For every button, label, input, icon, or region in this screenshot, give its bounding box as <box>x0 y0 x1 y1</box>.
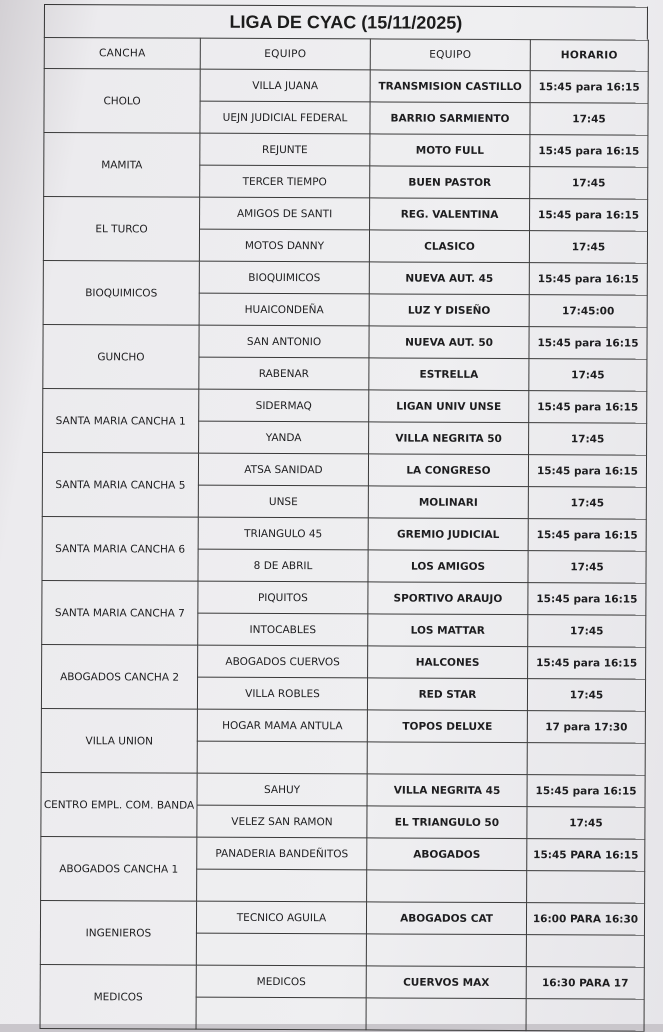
cancha-cell: GUNCHO <box>43 324 199 389</box>
equipo-local-cell: HUAICONDEÑA <box>199 293 369 326</box>
horario-cell: 17:45 <box>529 423 647 456</box>
cancha-cell: SANTA MARIA CANCHA 5 <box>42 452 198 517</box>
fixture-table <box>40 37 649 1032</box>
equipo-local-cell: ABOGADOS CUERVOS <box>198 645 368 678</box>
table-row <box>42 580 646 615</box>
equipo-visitante-cell: MOLINARI <box>368 486 528 519</box>
equipo-local-cell: ATSA SANIDAD <box>198 453 368 486</box>
horario-cell: 15:45 PARA 16:15 <box>527 839 645 872</box>
equipo-visitante-cell <box>367 870 527 903</box>
table-row <box>42 644 646 679</box>
header-equipo-local: EQUIPO <box>200 38 370 70</box>
equipo-local-cell: 8 DE ABRIL <box>198 549 368 582</box>
equipo-visitante-cell: SPORTIVO ARAUJO <box>368 582 528 615</box>
equipo-local-cell: TERCER TIEMPO <box>200 165 370 198</box>
cancha-cell: ABOGADOS CANCHA 2 <box>41 644 197 709</box>
cancha-cell: EL TURCO <box>43 197 199 262</box>
horario-cell: 15:45 para 16:15 <box>529 263 647 296</box>
table-row <box>43 260 647 295</box>
equipo-local-cell <box>196 997 366 1030</box>
horario-cell: 17:45 <box>527 679 645 712</box>
table-row <box>41 836 645 871</box>
equipo-visitante-cell: EL TRIANGULO 50 <box>367 806 527 839</box>
equipo-visitante-cell: RED STAR <box>367 678 527 711</box>
header-equipo-visitante: EQUIPO <box>370 39 530 71</box>
table-row <box>41 772 645 807</box>
header-horario: HORARIO <box>530 40 648 72</box>
equipo-local-cell: SAN ANTONIO <box>199 325 369 358</box>
equipo-local-cell: BIOQUIMICOS <box>199 261 369 294</box>
horario-cell: 15:45 para 16:15 <box>530 199 648 232</box>
equipo-local-cell: HOGAR MAMA ANTULA <box>197 709 367 742</box>
cancha-cell: CENTRO EMPL. COM. BANDA <box>41 772 197 837</box>
equipo-local-cell: PIQUITOS <box>198 581 368 614</box>
equipo-local-cell: VILLA ROBLES <box>197 677 367 710</box>
equipo-visitante-cell: ABOGADOS <box>367 838 527 871</box>
horario-cell: 15:45 para 16:15 <box>529 327 647 360</box>
horario-cell: 17:45 <box>528 551 646 584</box>
table-row <box>44 133 648 168</box>
equipo-visitante-cell: NUEVA AUT. 45 <box>369 262 529 295</box>
equipo-visitante-cell <box>366 998 526 1031</box>
equipo-visitante-cell <box>366 934 526 967</box>
page-title: LIGA DE CYAC (15/11/2025) <box>44 4 648 40</box>
equipo-local-cell: REJUNTE <box>200 133 370 166</box>
table-row <box>40 900 644 935</box>
equipo-visitante-cell: VILLA NEGRITA 50 <box>369 422 529 455</box>
equipo-visitante-cell: MOTO FULL <box>370 134 530 167</box>
horario-cell: 15:45 para 16:15 <box>528 455 646 488</box>
cancha-cell: BIOQUIMICOS <box>43 260 199 325</box>
equipo-visitante-cell: TRANSMISION CASTILLO <box>370 70 530 103</box>
equipo-local-cell: MEDICOS <box>196 965 366 998</box>
equipo-local-cell: AMIGOS DE SANTI <box>200 197 370 230</box>
horario-cell <box>527 743 645 776</box>
equipo-local-cell: MOTOS DANNY <box>199 229 369 262</box>
equipo-visitante-cell: GREMIO JUDICIAL <box>368 518 528 551</box>
equipo-visitante-cell: VILLA NEGRITA 45 <box>367 774 527 807</box>
cancha-cell: VILLA UNION <box>41 708 197 773</box>
equipo-visitante-cell: TOPOS DELUXE <box>367 710 527 743</box>
equipo-visitante-cell: LIGAN UNIV UNSE <box>369 390 529 423</box>
equipo-visitante-cell: ESTRELLA <box>369 358 529 391</box>
equipo-local-cell: TRIANGULO 45 <box>198 517 368 550</box>
horario-cell <box>526 935 644 968</box>
equipo-local-cell: VELEZ SAN RAMON <box>197 805 367 838</box>
horario-cell: 17:45 <box>527 807 645 840</box>
horario-cell: 15:45 para 16:15 <box>528 519 646 552</box>
table-row <box>43 388 647 423</box>
equipo-visitante-cell: BARRIO SARMIENTO <box>370 102 530 135</box>
horario-cell <box>526 999 644 1032</box>
equipo-visitante-cell: NUEVA AUT. 50 <box>369 326 529 359</box>
equipo-visitante-cell: CLASICO <box>369 230 529 263</box>
horario-cell: 17:45 <box>529 359 647 392</box>
horario-cell: 17:45 <box>528 487 646 520</box>
cancha-cell: CHOLO <box>44 69 200 134</box>
horario-cell: 15:45 para 16:15 <box>528 583 646 616</box>
horario-cell: 17 para 17:30 <box>527 711 645 744</box>
equipo-local-cell <box>196 933 366 966</box>
equipo-local-cell: SAHUY <box>197 773 367 806</box>
fixture-body <box>40 69 648 1032</box>
schedule-sheet <box>40 4 648 1032</box>
equipo-visitante-cell: LUZ Y DISEÑO <box>369 294 529 327</box>
horario-cell: 16:00 PARA 16:30 <box>526 903 644 936</box>
cancha-cell: SANTA MARIA CANCHA 7 <box>42 580 198 645</box>
equipo-local-cell: SIDERMAQ <box>199 389 369 422</box>
equipo-visitante-cell: ABOGADOS CAT <box>366 902 526 935</box>
table-row <box>43 324 647 359</box>
equipo-local-cell: PANADERIA BANDEÑITOS <box>197 837 367 870</box>
horario-cell: 16:30 PARA 17 <box>526 967 644 1000</box>
equipo-visitante-cell <box>367 742 527 775</box>
table-row <box>41 708 645 743</box>
equipo-local-cell <box>197 869 367 902</box>
equipo-local-cell: UEJN JUDICIAL FEDERAL <box>200 101 370 134</box>
equipo-visitante-cell: LOS AMIGOS <box>368 550 528 583</box>
header-cancha: CANCHA <box>44 38 200 70</box>
horario-cell: 17:45:00 <box>529 295 647 328</box>
horario-cell <box>527 871 645 904</box>
cancha-cell: MEDICOS <box>40 964 196 1029</box>
horario-cell: 15:45 para 16:15 <box>527 775 645 808</box>
equipo-local-cell: TECNICO AGUILA <box>196 901 366 934</box>
horario-cell: 15:45 para 16:15 <box>529 391 647 424</box>
horario-cell: 17:45 <box>528 615 646 648</box>
horario-cell: 17:45 <box>529 231 647 264</box>
horario-cell: 15:45 para 16:15 <box>530 71 648 104</box>
equipo-local-cell: RABENAR <box>199 357 369 390</box>
equipo-visitante-cell: BUEN PASTOR <box>370 166 530 199</box>
equipo-visitante-cell: LA CONGRESO <box>368 454 528 487</box>
equipo-local-cell <box>197 741 367 774</box>
table-row <box>44 197 648 232</box>
equipo-local-cell: VILLA JUANA <box>200 69 370 102</box>
table-row <box>44 69 648 104</box>
equipo-local-cell: UNSE <box>198 485 368 518</box>
equipo-visitante-cell: REG. VALENTINA <box>370 198 530 231</box>
table-row <box>42 452 646 487</box>
cancha-cell: SANTA MARIA CANCHA 6 <box>42 516 198 581</box>
table-row <box>42 516 646 551</box>
equipo-visitante-cell: HALCONES <box>368 646 528 679</box>
cancha-cell: SANTA MARIA CANCHA 1 <box>43 388 199 453</box>
header-row <box>44 38 648 72</box>
horario-cell: 17:45 <box>530 167 648 200</box>
horario-cell: 15:45 para 16:15 <box>530 135 648 168</box>
table-row <box>40 964 644 999</box>
equipo-visitante-cell: LOS MATTAR <box>368 614 528 647</box>
equipo-local-cell: YANDA <box>199 421 369 454</box>
horario-cell: 15:45 para 16:15 <box>528 647 646 680</box>
horario-cell: 17:45 <box>530 103 648 136</box>
cancha-cell: MAMITA <box>44 133 200 198</box>
cancha-cell: ABOGADOS CANCHA 1 <box>41 836 197 901</box>
equipo-local-cell: INTOCABLES <box>198 613 368 646</box>
cancha-cell: INGENIEROS <box>40 900 196 965</box>
equipo-visitante-cell: CUERVOS MAX <box>366 966 526 999</box>
